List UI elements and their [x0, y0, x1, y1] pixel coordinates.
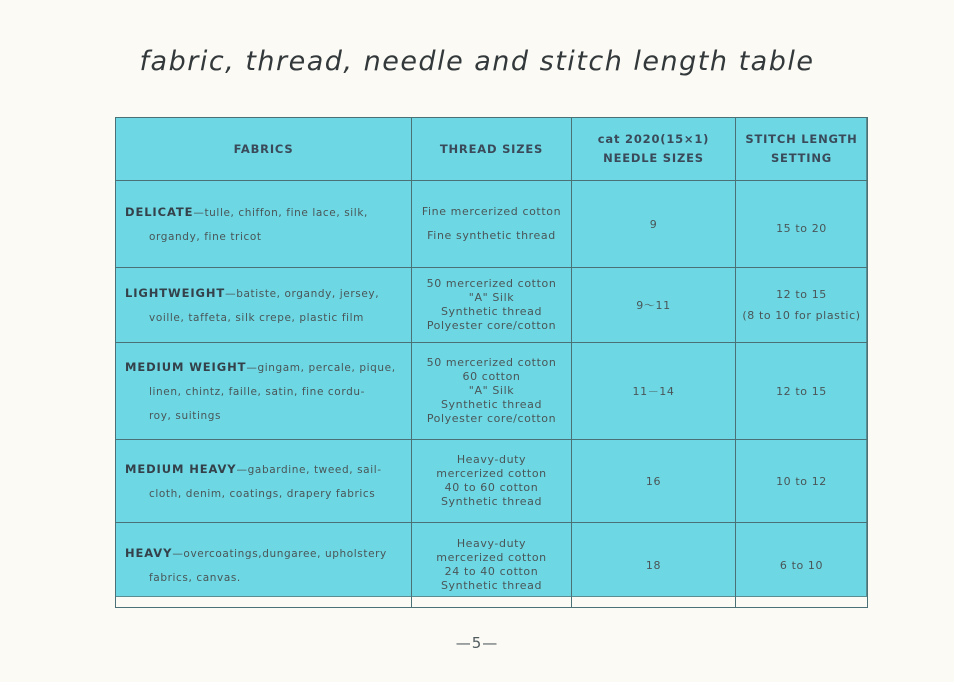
fabric-name: HEAVY: [125, 545, 173, 560]
stitch-cell: [736, 343, 868, 440]
needle-cell: 9～11: [572, 268, 736, 343]
fabric-desc: fabrics, canvas.: [149, 571, 241, 584]
page-title: fabric, thread, needle and stitch length table: [139, 46, 815, 77]
thread-line: 60 cotton: [462, 370, 521, 383]
fabric-desc: —gabardine, tweed, sail-: [236, 463, 382, 476]
thread-line: Synthetic thread: [440, 305, 543, 318]
header-stitch-length: [736, 118, 868, 181]
header-needle-sizes: [572, 118, 736, 181]
stitch-line: 12 to 15: [776, 384, 827, 398]
thread-line: Fine mercerized cotton: [421, 205, 562, 218]
fabric-cell: [116, 343, 412, 440]
fabric-table: [115, 117, 868, 608]
fabric-cell: [116, 268, 412, 343]
stitch-cell: [736, 181, 868, 268]
fabric-desc: —tulle, chiffon, fine lace, silk,: [193, 206, 368, 219]
thread-cell: [412, 181, 572, 268]
fabric-table-container: [115, 117, 867, 597]
header-thread-sizes: [412, 118, 572, 181]
thread-line: Polyester core/cotton: [426, 319, 557, 332]
thread-line: 40 to 60 cotton: [444, 481, 539, 494]
thread-line: Synthetic thread: [440, 495, 543, 508]
stitch-line: 6 to 10: [779, 558, 824, 572]
thread-line: "A" Silk: [468, 384, 515, 397]
thread-line: mercerized cotton: [436, 551, 547, 564]
header-stitch-line1: STITCH LENGTH: [745, 132, 858, 146]
fabric-cell: [116, 181, 412, 268]
fabric-desc: roy, suitings: [149, 409, 222, 422]
header-thread-sizes-label: THREAD SIZES: [439, 141, 544, 156]
table-row: [116, 440, 868, 523]
table-row: [116, 268, 868, 343]
thread-line: 50 mercerized cotton: [426, 356, 557, 369]
header-fabrics: [116, 118, 412, 181]
stitch-cell: [736, 268, 868, 343]
thread-line: Fine synthetic thread: [427, 229, 556, 242]
thread-line: Synthetic thread: [440, 579, 543, 592]
thread-cell: [412, 440, 572, 523]
stitch-cell: [736, 440, 868, 523]
stitch-line: 12 to 15: [776, 288, 827, 301]
table-row: [116, 181, 868, 268]
thread-line: Heavy-duty: [456, 537, 527, 550]
page-number: —5—: [455, 634, 499, 652]
thread-line: Synthetic thread: [440, 398, 543, 411]
fabric-desc: linen, chintz, faille, satin, fine cordu-: [149, 385, 365, 398]
fabric-desc: voille, taffeta, silk crepe, plastic film: [149, 311, 364, 324]
fabric-desc: organdy, fine tricot: [149, 230, 262, 243]
needle-cell: 9: [572, 181, 736, 268]
thread-cell: [412, 523, 572, 608]
fabric-cell: [116, 523, 412, 608]
fabric-name: MEDIUM WEIGHT: [125, 359, 247, 374]
fabric-name: LIGHTWEIGHT: [125, 285, 226, 300]
stitch-line: (8 to 10 for plastic): [742, 309, 861, 322]
stitch-line: 10 to 12: [776, 474, 827, 488]
thread-line: "A" Silk: [468, 291, 515, 304]
thread-line: 50 mercerized cotton: [426, 277, 557, 290]
fabric-desc: —batiste, organdy, jersey,: [225, 287, 380, 300]
fabric-name: MEDIUM HEAVY: [125, 461, 237, 476]
table-header-row: [116, 118, 868, 181]
thread-cell: [412, 268, 572, 343]
thread-line: mercerized cotton: [436, 467, 547, 480]
fabric-name: DELICATE: [125, 204, 194, 219]
header-needle-line2: NEEDLE SIZES: [603, 151, 704, 165]
fabric-desc: cloth, denim, coatings, drapery fabrics: [149, 487, 376, 500]
needle-cell: 16: [572, 440, 736, 523]
thread-cell: [412, 343, 572, 440]
fabric-desc: —gingam, percale, pique,: [246, 361, 396, 374]
table-row: [116, 343, 868, 440]
fabric-cell: [116, 440, 412, 523]
header-stitch-line2: SETTING: [770, 151, 833, 165]
stitch-cell: [736, 523, 868, 608]
thread-line: 24 to 40 cotton: [444, 565, 539, 578]
header-needle-line1: cat 2020(15×1): [597, 132, 710, 146]
table-row: [116, 523, 868, 608]
stitch-line: 15 to 20: [776, 221, 827, 235]
header-fabrics-label: FABRICS: [233, 141, 294, 156]
thread-line: Polyester core/cotton: [426, 412, 557, 425]
fabric-desc: —overcoatings,dungaree, upholstery: [172, 547, 387, 560]
thread-line: Heavy-duty: [456, 453, 527, 466]
needle-cell: 11－14: [572, 343, 736, 440]
needle-cell: 18: [572, 523, 736, 608]
